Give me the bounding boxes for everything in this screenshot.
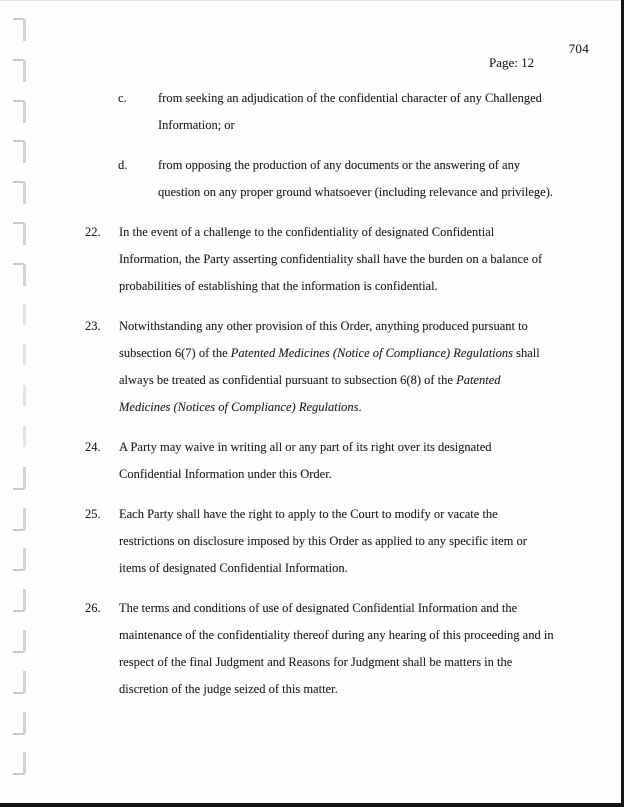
binding-mark (13, 263, 26, 286)
text-line: discretion of the judge seized of this matter. (119, 682, 338, 696)
paragraph-lines (119, 434, 597, 488)
paragraph-label: 24. (85, 440, 101, 454)
binding-mark (13, 100, 26, 123)
paragraph-lines (158, 152, 597, 206)
binding-mark (13, 222, 26, 245)
paragraph (118, 85, 597, 139)
binding-mark (13, 508, 26, 531)
text-line: from opposing the production of any documents or the answering of any (158, 158, 521, 172)
paragraph-label: 25. (85, 507, 101, 521)
text-line: Medicines (Notices of Compliance) Regulations. (119, 400, 362, 414)
text-line: Notwithstanding any other provision of this Order, anything produced pursuant to (119, 319, 528, 333)
paragraph-label: c. (118, 91, 127, 105)
binding-mark (13, 59, 26, 82)
text-line: question on any proper ground whatsoever (including relevance and privilege). (158, 185, 554, 199)
paragraph-label: 23. (85, 319, 101, 333)
scan-edge-bottom (0, 803, 624, 807)
text-line: Information; or (158, 118, 235, 132)
paragraph (85, 434, 597, 488)
text-line: In the event of a challenge to the confidentiality of designated Confidential (119, 225, 495, 239)
paragraph (85, 595, 597, 703)
paragraph-lines (119, 313, 597, 421)
text-line: Each Party shall have the right to apply to the Court to modify or vacate the (119, 507, 498, 521)
binding-mark (13, 467, 26, 490)
page-number-label: Page: 12 (489, 55, 535, 70)
binding-mark (13, 140, 26, 163)
binding-mark (13, 752, 26, 775)
text-line: The terms and conditions of use of designated Confidential Information and the (119, 601, 518, 615)
binding-mark (13, 671, 26, 694)
paragraph (85, 313, 597, 421)
binding-mark (13, 548, 26, 571)
binding-mark (13, 344, 26, 365)
text-line: always be treated as confidential pursuant to subsection 6(8) of the Patented (119, 373, 501, 387)
text-line: Confidential Information under this Order. (119, 467, 332, 481)
text-line: Information, the Party asserting confidentiality shall have the burden on a balance of (119, 252, 543, 266)
binding-mark (13, 630, 26, 653)
folio-number: 704 (568, 41, 589, 56)
text-line: subsection 6(7) of the Patented Medicines (Notice of Compliance) Regulations shall (119, 346, 540, 360)
text-line: items of designated Confidential Information. (119, 561, 348, 575)
paragraph-lines (119, 595, 597, 703)
text-line: restrictions on disclosure imposed by this Order as applied to any specific item or (119, 534, 527, 548)
text-line: maintenance of the confidentiality thereof during any hearing of this proceeding and in (119, 628, 554, 642)
paragraph-lines (119, 501, 597, 582)
paragraph-label: 26. (85, 601, 101, 615)
paragraph (85, 501, 597, 582)
document-body (85, 85, 597, 716)
text-line: respect of the final Judgment and Reasons for Judgment shall be matters in the (119, 655, 513, 669)
binding-mark (13, 712, 26, 735)
paragraph-label: d. (118, 158, 128, 172)
scan-edge-top (0, 0, 624, 1)
paragraph-lines (119, 219, 597, 300)
binding-mark (13, 426, 26, 447)
binding-mark (13, 304, 26, 325)
text-line: from seeking an adjudication of the confidential character of any Challenged (158, 91, 542, 105)
text-line: probabilities of establishing that the information is confidential. (119, 279, 438, 293)
binding-mark (13, 181, 26, 204)
paragraph-label: 22. (85, 225, 101, 239)
binding-mark (13, 589, 26, 612)
binding-mark (13, 385, 26, 406)
text-line: A Party may waive in writing all or any part of its right over its designated (119, 440, 492, 454)
paragraph (85, 219, 597, 300)
paragraph (118, 152, 597, 206)
binding-mark (13, 18, 26, 41)
paragraph-lines (158, 85, 597, 139)
